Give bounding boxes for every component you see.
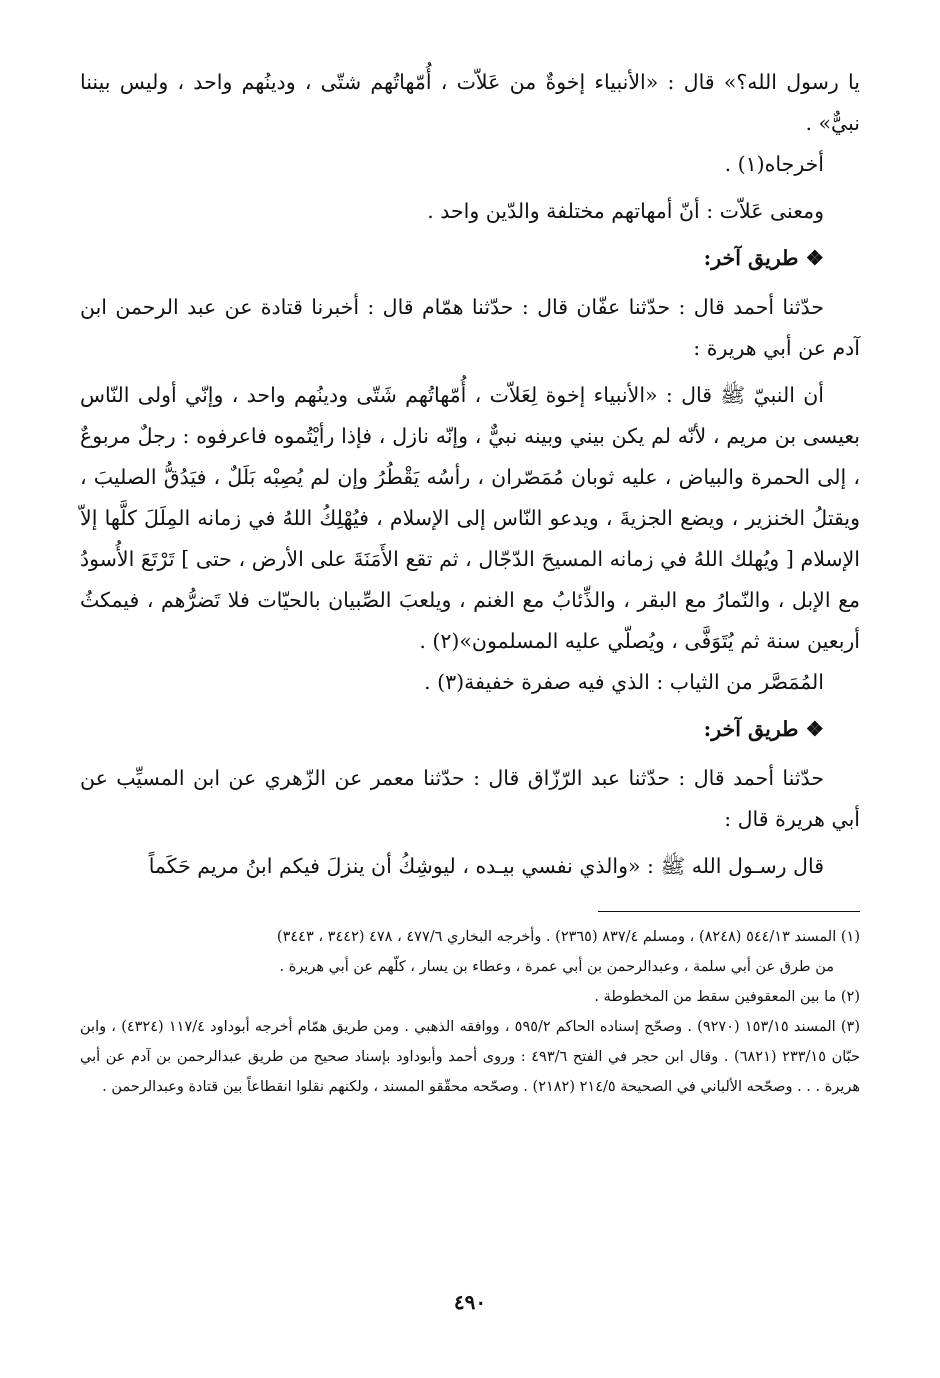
paragraph-6: المُمَصَّر من الثياب : الذي فيه صفرة خفيفة(٣) .: [424, 670, 824, 694]
paragraph-7: حدّثنا أحمد قال : حدّثنا عبد الرّزّاق قال : حدّثنا معمر عن الزّهري عن ابن المسيِّب عن أبي هريرة قال :: [80, 766, 860, 831]
paragraph-8: قال رسـول الله ﷺ : «والذي نفسي بيـده ، ليوشِكُ أن ينزلَ فيكم ابنُ مريم حَكَماً: [148, 854, 824, 878]
paragraph-5: أن النبيّ ﷺ قال : «الأنبياء إخوة لِعَلاّت ، أُمّهاتُهم شَتّى ودينُهم واحد ، وإنّي أولى النّاس بعيسى بن مريم ، لأنّه لم يكن بيني وبينه نبيٌّ ، وإنّه نازل ، فإذا رأيْتُموه فاعرفوه : رجلٌ مربوعٌ ، إلى الحمرة والبياض ، عليه ثوبان مُمَصّران ، رأسُه يَقْطُرُ وإن لم يُصِبْه بَلَلٌ ، فيَدُقُّ الصليبَ ، ويقتلُ الخنزير ، ويضع الجزيةَ ، ويدعو النّاس إلى الإسلام ، فيُهْلِكُ اللهُ في زمانه المِلَلَ كلَّها إلاّ الإسلام [ ويُهلك اللهُ في زمانه المسيحَ الدّجّال ، ثم تقع الأَمَنَةَ على الأرض ، حتى ] تَرْتَعَ الأُسودُ مع الإبل ، والنّمارُ مع البقر ، والذِّئابُ مع الغنم ، ويلعبَ الصِّبيان بالحيّات فلا تَضرُّهم ، فيمكثُ أربعين سنة ثم يُتَوَفَّى ، ويُصلّي عليه المسلمون»(٢) .: [80, 383, 860, 653]
paragraph-1: يا رسول الله؟» قال : «الأنبياء إخوةٌ من عَلاّت ، أُمّهاتُهم شتّى ، ودينُهم واحد ، وليس بيننا نبيٌّ» .: [80, 70, 860, 135]
footnote-1-continued: من طرق عن أبي سلمة ، وعبدالرحمن بن أبي عمرة ، وعطاء بن يسار ، كلّهم عن أبي هريرة .: [279, 959, 834, 975]
main-text: [80, 62, 860, 887]
section-heading-2: ❖ طريق آخر:: [703, 717, 824, 741]
page-number: ٤٩٠: [453, 1290, 487, 1314]
footnote-separator: [598, 911, 860, 912]
footnote-1: (١) المسند ٥٤٤/١٣ (٨٢٤٨) ، ومسلم ٨٣٧/٤ (٢٣٦٥) . وأخرجه البخاري ٤٧٧/٦ ، ٤٧٨ (٣٤٤٢ ، ٣٤٤٣): [276, 929, 860, 945]
footnote-3: (٣) المسند ١٥٣/١٥ (٩٢٧٠) . وصحّح إسناده الحاكم ٥٩٥/٢ ، ووافقه الذهبي . ومن طريق همّام أخرجه أبوداود ١١٧/٤ (٤٣٢٤) ، وابن حبّان ٢٣٣/١٥ (٦٨٢١) . وقال ابن حجر في الفتح ٤٩٣/٦ : وروى أحمد وأبوداود بإسناد صحيح من طريق عبدالرحمن بن آدم عن أبي هريرة . . . وصحّحه الألباني في الصحيحة ٢١٤/٥ (٢١٨٢) . وصحّحه محقّقو المسند ، ولكنهم نقلوا انقطاعاً بين قتادة وعبدالرحمن .: [80, 1019, 861, 1095]
paragraph-4: حدّثنا أحمد قال : حدّثنا عفّان قال : حدّثنا همّام قال : أخبرنا قتادة عن عبد الرحمن ابن آدم عن أبي هريرة :: [80, 295, 860, 360]
paragraph-3: ومعنى عَلاّت : أنّ أمهاتهم مختلفة والدّين واحد .: [427, 199, 824, 223]
footnotes: [80, 922, 860, 1102]
paragraph-2: أخرجاه(١) .: [724, 152, 824, 176]
footnote-separator-wrap: [80, 887, 860, 922]
footnote-2: (٢) ما بين المعقوفين سقط من المخطوطة .: [594, 989, 860, 1005]
page-content: [80, 62, 860, 1102]
section-heading-1: ❖ طريق آخر:: [703, 246, 824, 270]
